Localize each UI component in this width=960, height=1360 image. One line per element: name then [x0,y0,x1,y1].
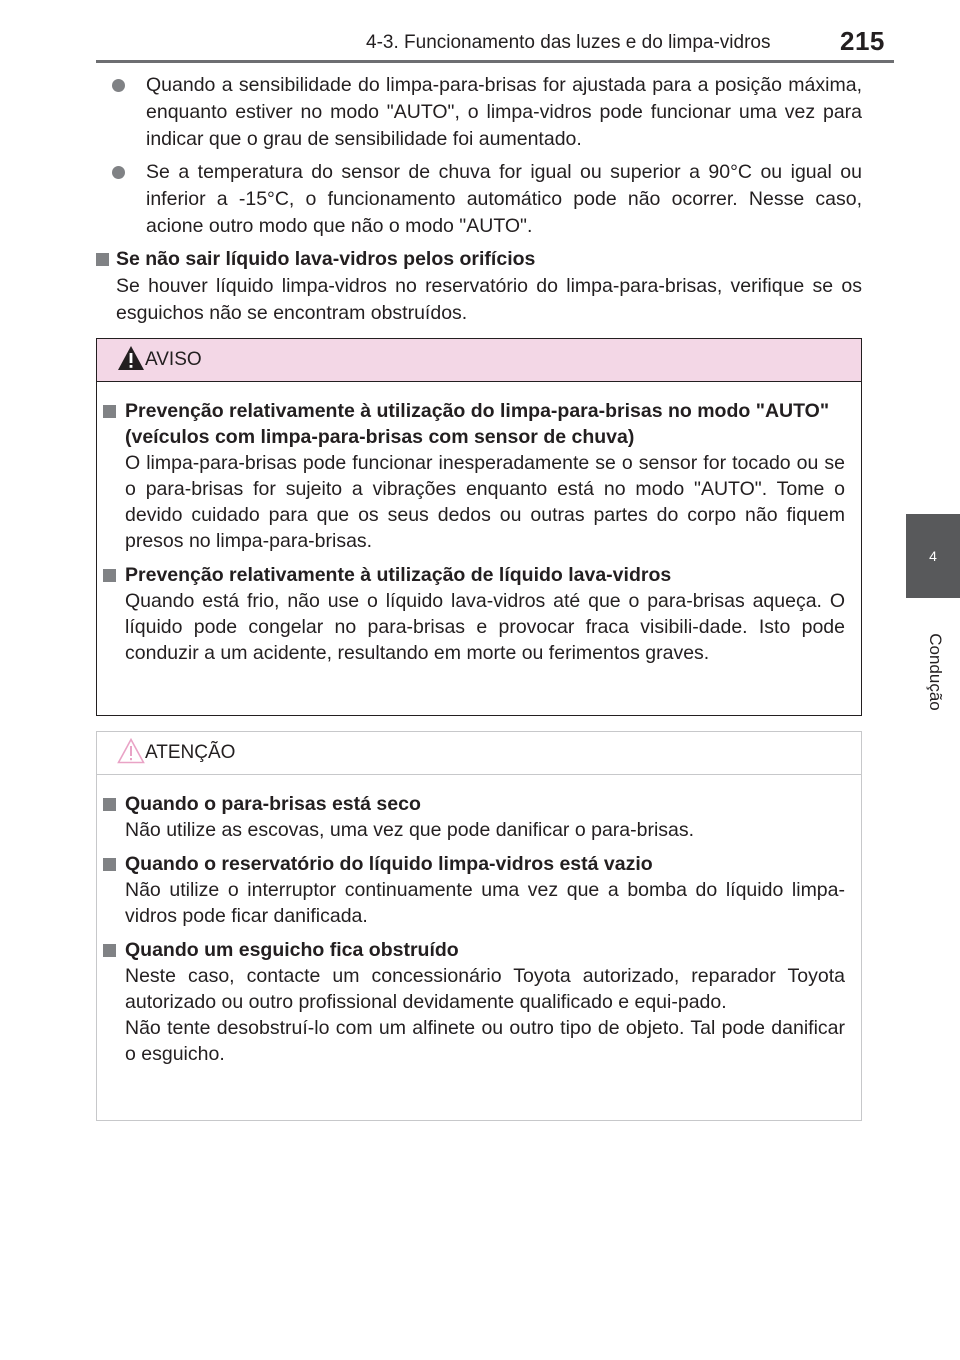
notice-box-title: ATENÇÃO [145,742,236,763]
main-content [96,72,862,333]
page-number: 215 [840,26,885,56]
warning-section-heading: Prevenção relativamente à utilização de líquido lava-vidros [103,562,845,588]
notice-section-heading: Quando um esguicho fica obstruído [103,937,845,963]
warning-section-body: O limpa-para-brisas pode funcionar inesperadamente se o sensor for tocado ou se o para-brisas for sujeito a vibrações enquanto está no modo "AUTO". Tome o devido cuidado para que os seus dedos ou outras partes do corpo não fiquem presos no limpa-para-brisas. [125,452,845,552]
section-heading: Se não sair líquido lava-vidros pelos orifícios [96,246,862,273]
chapter-tab [906,514,960,598]
warning-section-heading: Prevenção relativamente à utilização do limpa-para-brisas no modo "AUTO" (veículos com limpa-para-brisas com sensor de chuva) [103,398,845,450]
chapter-label: Condução [926,633,945,711]
running-header: 4-3. Funcionamento das luzes e do limpa-vidros [366,32,771,53]
notice-section-body: Não utilize o interruptor continuamente uma vez que a bomba do líquido limpa-vidros pode ficar danificada. [125,879,845,927]
notice-section-body-continued: Não tente desobstruí-lo com um alfinete ou outro tipo de objeto. Tal pode danificar o esguicho. [125,1017,845,1065]
notice-section-heading: Quando o reservatório do líquido limpa-vidros está vazio [103,851,845,877]
section-body: Se houver líquido limpa-vidros no reservatório do limpa-para-brisas, verifique se os esguichos não se encontram obstruídos. [116,275,862,324]
warning-section-body: Quando está frio, não use o líquido lava-vidros até que o para-brisas aqueça. O líquido pode congelar no para-brisas e provocar fraca visibili-dade. Isto pode conduzir a um acidente, resultando em morte ou ferimentos graves. [125,590,845,664]
chapter-number: 4 [929,548,937,564]
warning-box-body [97,382,861,666]
bullet-item: Quando a sensibilidade do limpa-para-brisas for ajustada para a posição máxima, enquanto estiver no modo "AUTO", o limpa-vidros pode funcionar uma vez para indicar que o grau de sensibilidade foi aumentado. [112,72,862,153]
warning-box-header [97,339,861,382]
notice-box [96,731,862,1121]
warning-box [96,338,862,716]
notice-box-header [97,732,861,775]
warning-box-title: AVISO [145,349,202,370]
notice-section-heading: Quando o para-brisas está seco [103,791,845,817]
warning-triangle-icon [117,344,145,372]
caution-triangle-icon [117,737,145,765]
notice-section-body: Não utilize as escovas, uma vez que pode danificar o para-brisas. [125,819,695,841]
notice-box-body [97,775,861,1067]
notice-section-body: Neste caso, contacte um concessionário Toyota autorizado, reparador Toyota autorizado ou outro profissional devidamente qualificado e equi-pado. [125,965,845,1013]
header-rule [96,60,894,63]
bullet-item: Se a temperatura do sensor de chuva for igual ou superior a 90°C ou igual ou inferior a -15°C, o funcionamento automático pode não ocorrer. Nesse caso, acione outro modo que não o modo "AUTO". [112,159,862,240]
